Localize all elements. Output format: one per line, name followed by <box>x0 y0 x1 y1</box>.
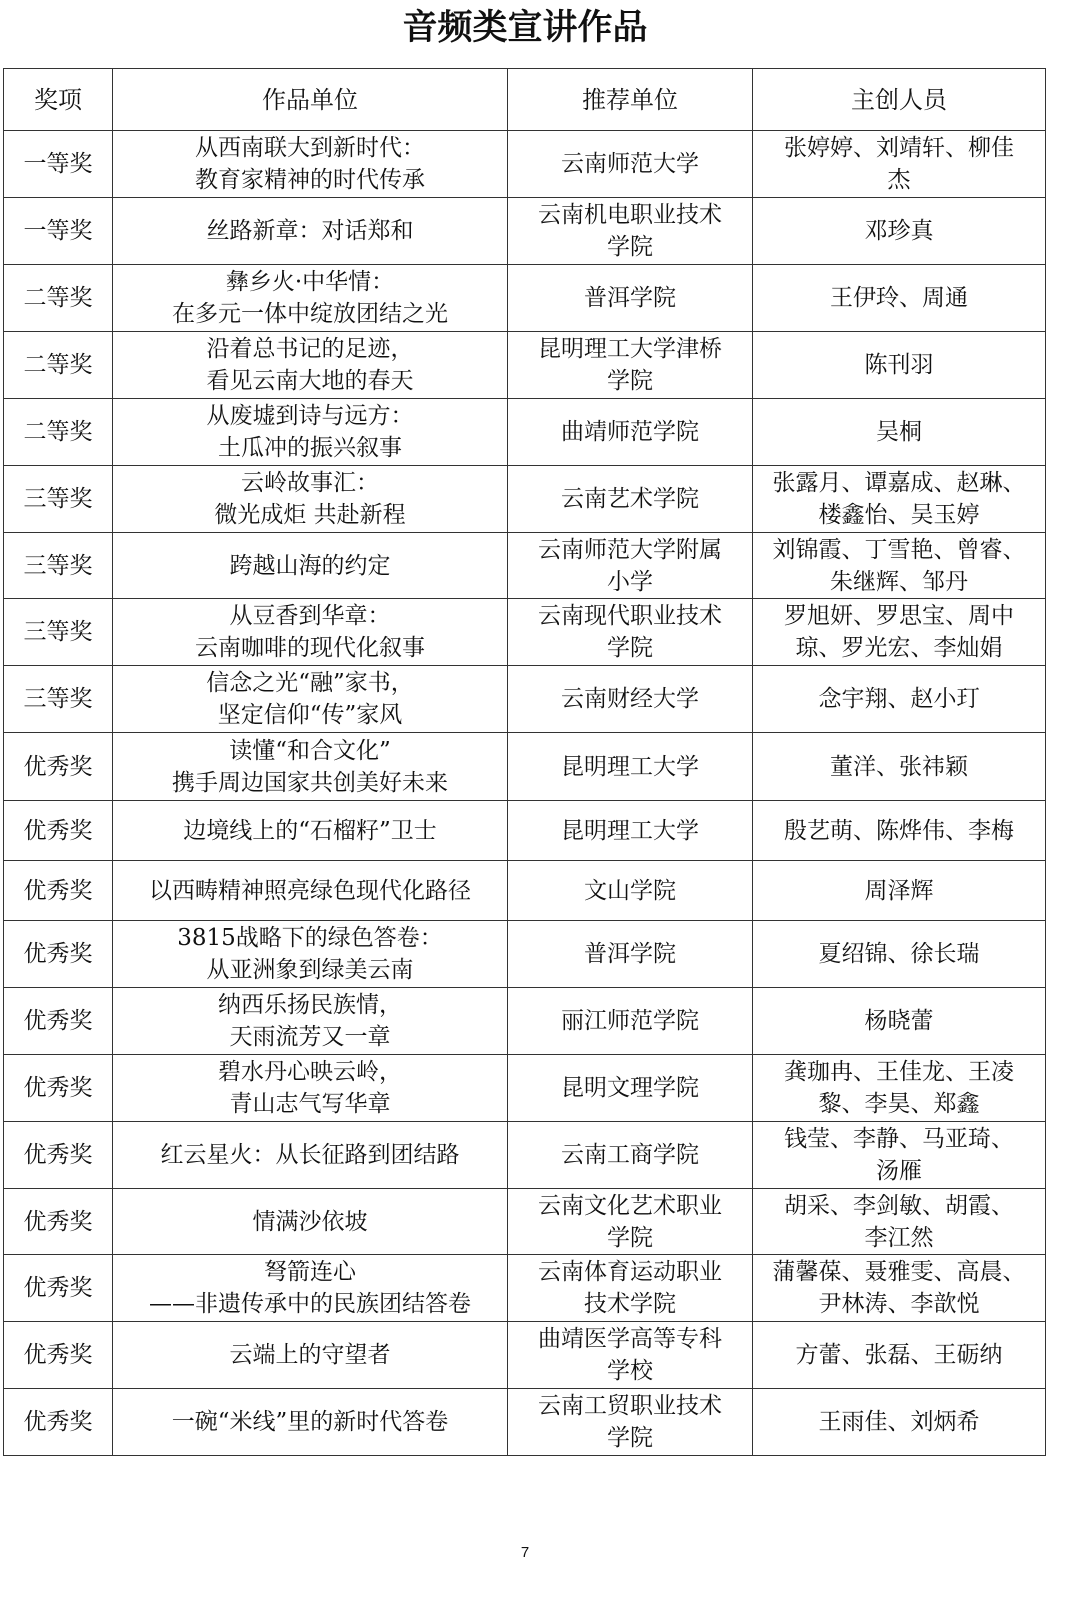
work-cell: 彝乡火·中华情： 在多元一体中绽放团结之光 <box>113 265 508 332</box>
work-cell: 丝路新章：对话郑和 <box>113 198 508 265</box>
creators-cell: 念宇翔、赵小玎 <box>753 666 1046 733</box>
work-cell: 以西畴精神照亮绿色现代化路径 <box>113 861 508 921</box>
creators-cell: 周泽辉 <box>753 861 1046 921</box>
award-cell: 优秀奖 <box>4 801 113 861</box>
work-cell: 3815战略下的绿色答卷： 从亚洲象到绿美云南 <box>113 921 508 988</box>
award-cell: 二等奖 <box>4 332 113 399</box>
work-cell: 云岭故事汇： 微光成炬 共赴新程 <box>113 466 508 533</box>
recommender-cell: 云南师范大学附属 小学 <box>508 533 753 599</box>
table-row <box>4 399 1046 466</box>
table-row <box>4 1189 1046 1255</box>
award-cell: 优秀奖 <box>4 1255 113 1322</box>
recommender-cell: 昆明文理学院 <box>508 1055 753 1122</box>
table-row <box>4 1322 1046 1389</box>
work-cell: 一碗“米线”里的新时代答卷 <box>113 1389 508 1456</box>
creators-cell: 张露月、谭嘉成、赵琳、 楼鑫怡、吴玉婷 <box>753 466 1046 533</box>
work-cell: 从豆香到华章： 云南咖啡的现代化叙事 <box>113 599 508 666</box>
table-header-row <box>4 69 1046 131</box>
creators-cell: 殷艺萌、陈烨伟、李梅 <box>753 801 1046 861</box>
recommender-cell: 普洱学院 <box>508 265 753 332</box>
recommender-cell: 云南机电职业技术 学院 <box>508 198 753 265</box>
creators-cell: 刘锦霞、丁雪艳、曾睿、 朱继辉、邹丹 <box>753 533 1046 599</box>
award-cell: 优秀奖 <box>4 988 113 1055</box>
table-row <box>4 801 1046 861</box>
award-cell: 优秀奖 <box>4 861 113 921</box>
recommender-cell: 云南艺术学院 <box>508 466 753 533</box>
awards-table <box>3 68 1046 1456</box>
recommender-cell: 曲靖医学高等专科 学校 <box>508 1322 753 1389</box>
creators-cell: 胡采、李剑敏、胡霞、 李江然 <box>753 1189 1046 1255</box>
header-recommender: 推荐单位 <box>508 69 753 131</box>
creators-cell: 杨晓蕾 <box>753 988 1046 1055</box>
creators-cell: 王雨佳、刘炳希 <box>753 1389 1046 1456</box>
work-cell: 边境线上的“石榴籽”卫士 <box>113 801 508 861</box>
table-row <box>4 921 1046 988</box>
creators-cell: 邓珍真 <box>753 198 1046 265</box>
recommender-cell: 云南体育运动职业 技术学院 <box>508 1255 753 1322</box>
creators-cell: 吴桐 <box>753 399 1046 466</box>
creators-cell: 罗旭妍、罗思宝、周中 琼、罗光宏、李灿娟 <box>753 599 1046 666</box>
header-award: 奖项 <box>4 69 113 131</box>
table-row <box>4 332 1046 399</box>
creators-cell: 龚珈冉、王佳龙、王凌 黎、李昊、郑鑫 <box>753 1055 1046 1122</box>
creators-cell: 方蕾、张磊、王砺纳 <box>753 1322 1046 1389</box>
table-row <box>4 666 1046 733</box>
table-row <box>4 265 1046 332</box>
award-cell: 优秀奖 <box>4 921 113 988</box>
work-cell: 沿着总书记的足迹， 看见云南大地的春天 <box>113 332 508 399</box>
work-cell: 从西南联大到新时代： 教育家精神的时代传承 <box>113 131 508 198</box>
table-row <box>4 466 1046 533</box>
recommender-cell: 昆明理工大学 <box>508 733 753 801</box>
header-creators: 主创人员 <box>753 69 1046 131</box>
creators-cell: 董洋、张祎颖 <box>753 733 1046 801</box>
recommender-cell: 云南文化艺术职业 学院 <box>508 1189 753 1255</box>
table-row <box>4 733 1046 801</box>
recommender-cell: 云南工商学院 <box>508 1122 753 1189</box>
award-cell: 优秀奖 <box>4 733 113 801</box>
award-cell: 优秀奖 <box>4 1055 113 1122</box>
table-row <box>4 861 1046 921</box>
award-cell: 三等奖 <box>4 599 113 666</box>
recommender-cell: 昆明理工大学津桥 学院 <box>508 332 753 399</box>
recommender-cell: 文山学院 <box>508 861 753 921</box>
table-body <box>4 131 1046 1456</box>
table-row <box>4 533 1046 599</box>
recommender-cell: 丽江师范学院 <box>508 988 753 1055</box>
table-row <box>4 1389 1046 1456</box>
table-row <box>4 1055 1046 1122</box>
page-title: 音频类宣讲作品 <box>402 8 648 48</box>
recommender-cell: 云南师范大学 <box>508 131 753 198</box>
award-cell: 二等奖 <box>4 265 113 332</box>
award-cell: 一等奖 <box>4 131 113 198</box>
table-row <box>4 1122 1046 1189</box>
recommender-cell: 云南财经大学 <box>508 666 753 733</box>
table-row <box>4 599 1046 666</box>
award-cell: 优秀奖 <box>4 1389 113 1456</box>
recommender-cell: 普洱学院 <box>508 921 753 988</box>
award-cell: 三等奖 <box>4 533 113 599</box>
creators-cell: 夏绍锦、徐长瑞 <box>753 921 1046 988</box>
work-cell: 读懂“和合文化” 携手周边国家共创美好未来 <box>113 733 508 801</box>
header-work: 作品单位 <box>113 69 508 131</box>
table-row <box>4 131 1046 198</box>
award-cell: 一等奖 <box>4 198 113 265</box>
table-row <box>4 988 1046 1055</box>
work-cell: 情满沙依坡 <box>113 1189 508 1255</box>
page-number: 7 <box>520 1544 530 1561</box>
recommender-cell: 昆明理工大学 <box>508 801 753 861</box>
work-cell: 信念之光“融”家书， 坚定信仰“传”家风 <box>113 666 508 733</box>
creators-cell: 王伊玲、周通 <box>753 265 1046 332</box>
award-cell: 优秀奖 <box>4 1189 113 1255</box>
award-cell: 二等奖 <box>4 399 113 466</box>
work-cell: 从废墟到诗与远方： 土瓜冲的振兴叙事 <box>113 399 508 466</box>
recommender-cell: 云南工贸职业技术 学院 <box>508 1389 753 1456</box>
work-cell: 碧水丹心映云岭， 青山志气写华章 <box>113 1055 508 1122</box>
work-cell: 跨越山海的约定 <box>113 533 508 599</box>
creators-cell: 张婷婷、刘靖轩、柳佳 杰 <box>753 131 1046 198</box>
recommender-cell: 曲靖师范学院 <box>508 399 753 466</box>
award-cell: 三等奖 <box>4 466 113 533</box>
table-row <box>4 198 1046 265</box>
creators-cell: 钱莹、李静、马亚琦、 汤雁 <box>753 1122 1046 1189</box>
table-row <box>4 1255 1046 1322</box>
recommender-cell: 云南现代职业技术 学院 <box>508 599 753 666</box>
work-cell: 弩箭连心 ——非遗传承中的民族团结答卷 <box>113 1255 508 1322</box>
creators-cell: 陈刊羽 <box>753 332 1046 399</box>
work-cell: 红云星火：从长征路到团结路 <box>113 1122 508 1189</box>
award-cell: 三等奖 <box>4 666 113 733</box>
award-cell: 优秀奖 <box>4 1122 113 1189</box>
work-cell: 云端上的守望者 <box>113 1322 508 1389</box>
work-cell: 纳西乐扬民族情， 天雨流芳又一章 <box>113 988 508 1055</box>
creators-cell: 蒲馨葆、聂雅雯、高晨、 尹林涛、李歆悦 <box>753 1255 1046 1322</box>
award-cell: 优秀奖 <box>4 1322 113 1389</box>
